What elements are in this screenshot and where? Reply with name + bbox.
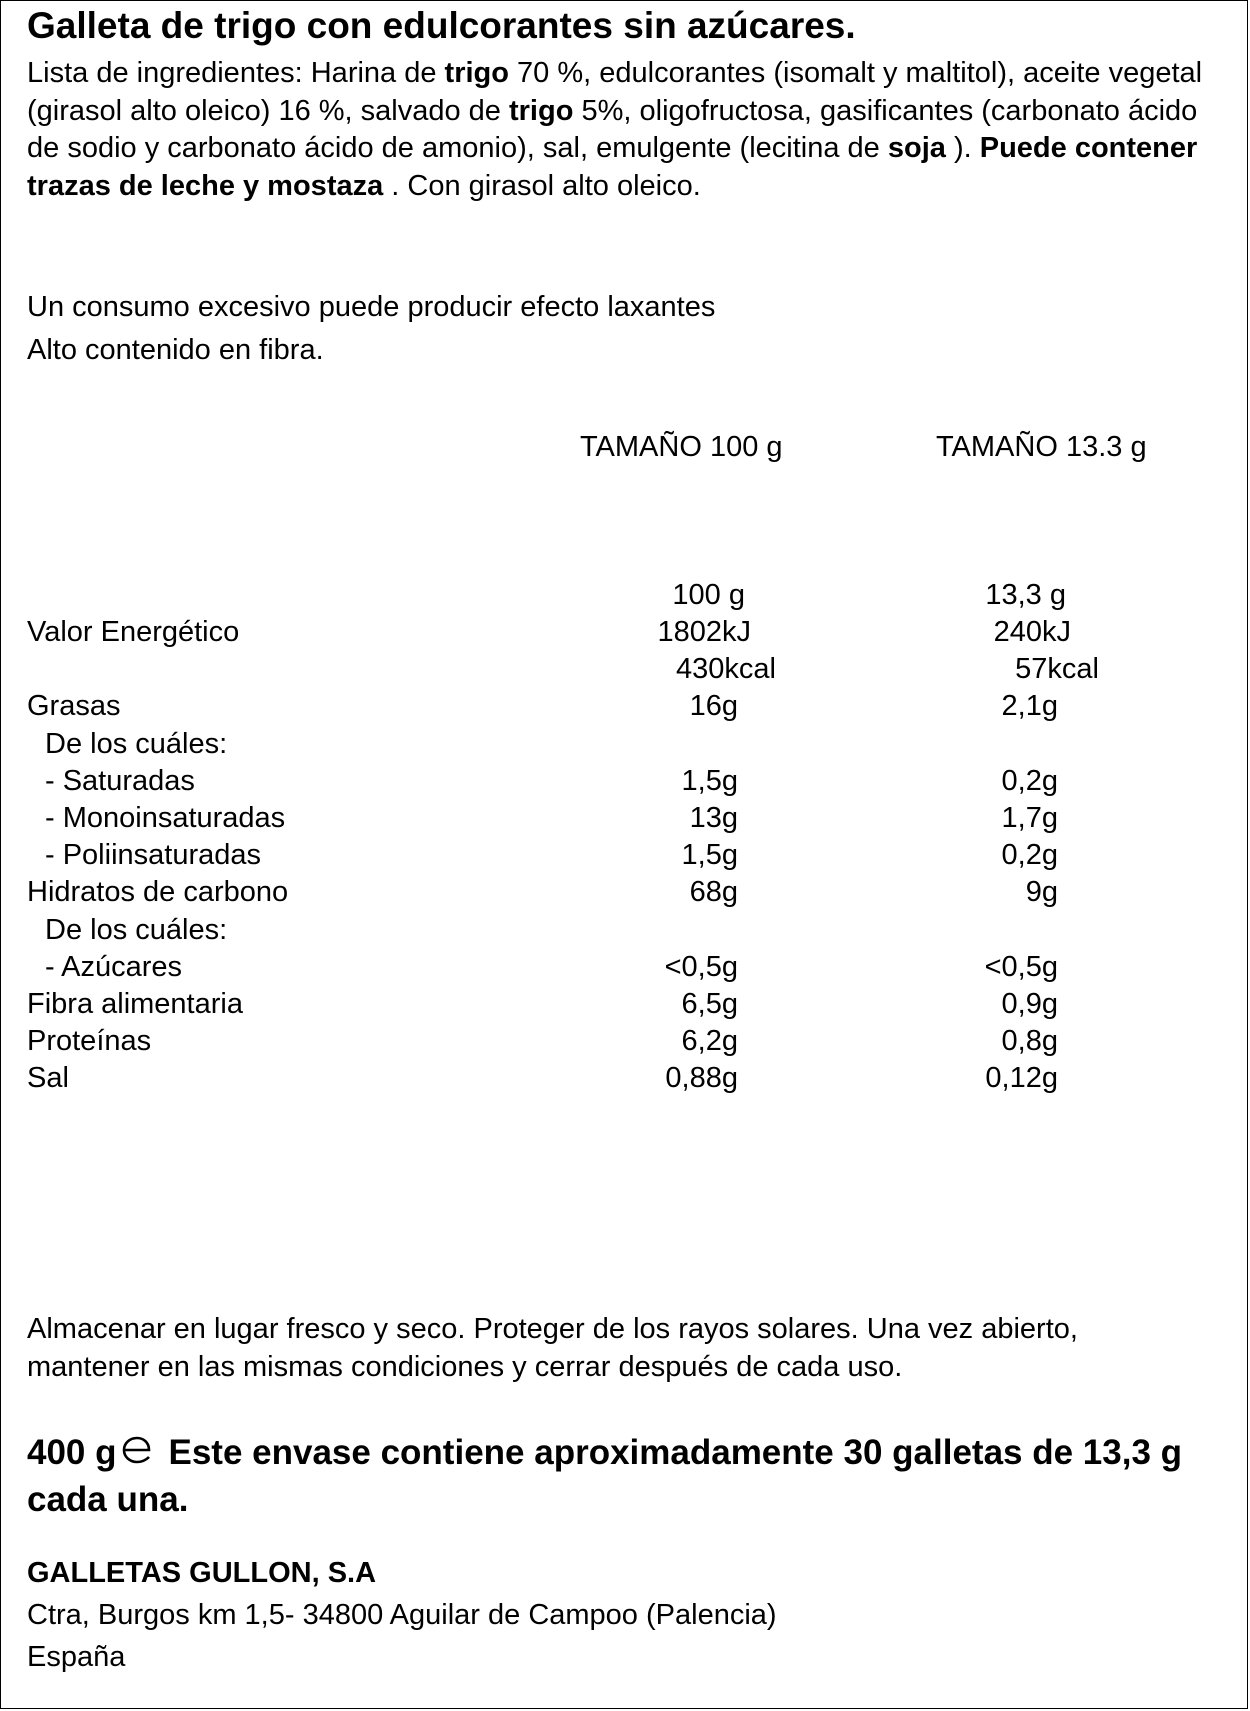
- nutrient-value-133g: 0,8g: [1001, 1025, 1058, 1058]
- fiber-claim: Alto contenido en fibra.: [27, 334, 324, 366]
- address-line: Ctra, Burgos km 1,5- 34800 Aguilar de Campoo (Palencia): [27, 1599, 777, 1631]
- nutrient-value-133g: 1,7g: [1001, 802, 1058, 834]
- nutrient-value-100g: 1,5g: [681, 764, 738, 797]
- col-header-133g: TAMAÑO 13.3 g: [936, 431, 1147, 463]
- allergen-traces: Puede contener trazas de leche y mostaza: [27, 132, 1198, 202]
- nutrient-value-100g: 6,5g: [681, 988, 738, 1020]
- ingredients-text: 70 %, edulcorantes (isomalt y maltitol), aceite vegetal (girasol alto oleico) 16 %, salvado de: [27, 57, 1203, 127]
- nutrient-label: Grasas: [27, 690, 121, 723]
- ingredients-text: Lista de ingredientes: Harina de: [27, 57, 445, 89]
- storage-instructions: [27, 1311, 1078, 1386]
- nutrient-value-133g: 0,9g: [1001, 988, 1058, 1020]
- company-address: [27, 1594, 777, 1678]
- nutrient-value-100g: 16g: [689, 690, 738, 723]
- nutrient-value-100g: 1802kJ: [657, 616, 751, 648]
- product-title: Galleta de trigo con edulcorantes sin azúcares.: [27, 5, 856, 46]
- nutrient-value-100g: 0,88g: [665, 1062, 738, 1095]
- nutrient-value-133g: 9g: [1025, 876, 1058, 909]
- laxative-warning: Un consumo excesivo puede producir efecto laxantes: [27, 291, 716, 323]
- ingredients-text: 5%, oligofructosa, gasificantes (carbonato ácido de sodio y carbonato ácido de amonio), sal, emulgente (lecitina de: [27, 94, 1198, 164]
- nutrient-label: De los cuáles:: [45, 727, 228, 760]
- storage-line: mantener en las mismas condiciones y cerrar después de cada uso.: [27, 1350, 903, 1383]
- nutrient-label: De los cuáles:: [45, 913, 228, 946]
- address-country: España: [27, 1641, 126, 1673]
- nutrient-value-133g: 0,12g: [985, 1062, 1058, 1095]
- allergen-wheat: trigo: [444, 57, 509, 89]
- nutrient-value-133g: 0,2g: [1001, 764, 1058, 797]
- estimated-sign-icon: [121, 1429, 155, 1476]
- nutrient-value-100g: 68g: [689, 876, 738, 909]
- nutrient-value-100g: 1,5g: [681, 839, 738, 872]
- portion-133g: 13,3 g: [985, 579, 1066, 611]
- nutrient-value-133g: 240kJ: [993, 616, 1071, 648]
- portion-100g: 100 g: [672, 579, 745, 611]
- nutrient-label: - Poliinsaturadas: [45, 839, 261, 872]
- net-weight: 400 g: [27, 1433, 117, 1472]
- nutrient-label: - Saturadas: [45, 764, 195, 797]
- nutrient-value-133g: 57kcal: [1015, 653, 1099, 686]
- nutrient-label: - Azúcares: [45, 950, 182, 983]
- nutrient-value-100g: 6,2g: [681, 1025, 738, 1058]
- nutrient-value-100g: 430kcal: [676, 653, 776, 686]
- allergen-wheat: trigo: [508, 94, 574, 127]
- nutrient-label: Proteínas: [27, 1025, 152, 1058]
- ingredients-text: ).: [945, 132, 980, 164]
- nutrient-label: Valor Energético: [27, 616, 240, 648]
- nutrient-value-100g: 13g: [689, 802, 738, 834]
- nutrient-label: Fibra alimentaria: [27, 988, 243, 1020]
- net-weight-statement: [27, 1429, 1227, 1523]
- nutrient-label: - Monoinsaturadas: [45, 802, 286, 834]
- package-contents: Este envase contiene aproximadamente 30 galletas de 13,3 g cada una.: [27, 1433, 1183, 1519]
- allergen-soy: soja: [887, 132, 946, 164]
- nutrient-label: Sal: [27, 1062, 69, 1095]
- nutrient-value-133g: 2,1g: [1001, 690, 1058, 723]
- ingredients-list: [27, 55, 1222, 205]
- nutrient-label: Hidratos de carbono: [27, 876, 289, 909]
- nutrient-value-133g: 0,2g: [1001, 839, 1058, 872]
- ingredients-text: . Con girasol alto oleico.: [383, 169, 701, 202]
- col-header-100g: TAMAÑO 100 g: [580, 431, 783, 463]
- nutrient-value-133g: <0,5g: [984, 950, 1058, 983]
- company-name: GALLETAS GULLON, S.A: [27, 1557, 377, 1589]
- storage-line: Almacenar en lugar fresco y seco. Proteger de los rayos solares. Una vez abierto,: [27, 1313, 1078, 1345]
- nutrient-value-100g: <0,5g: [664, 950, 738, 983]
